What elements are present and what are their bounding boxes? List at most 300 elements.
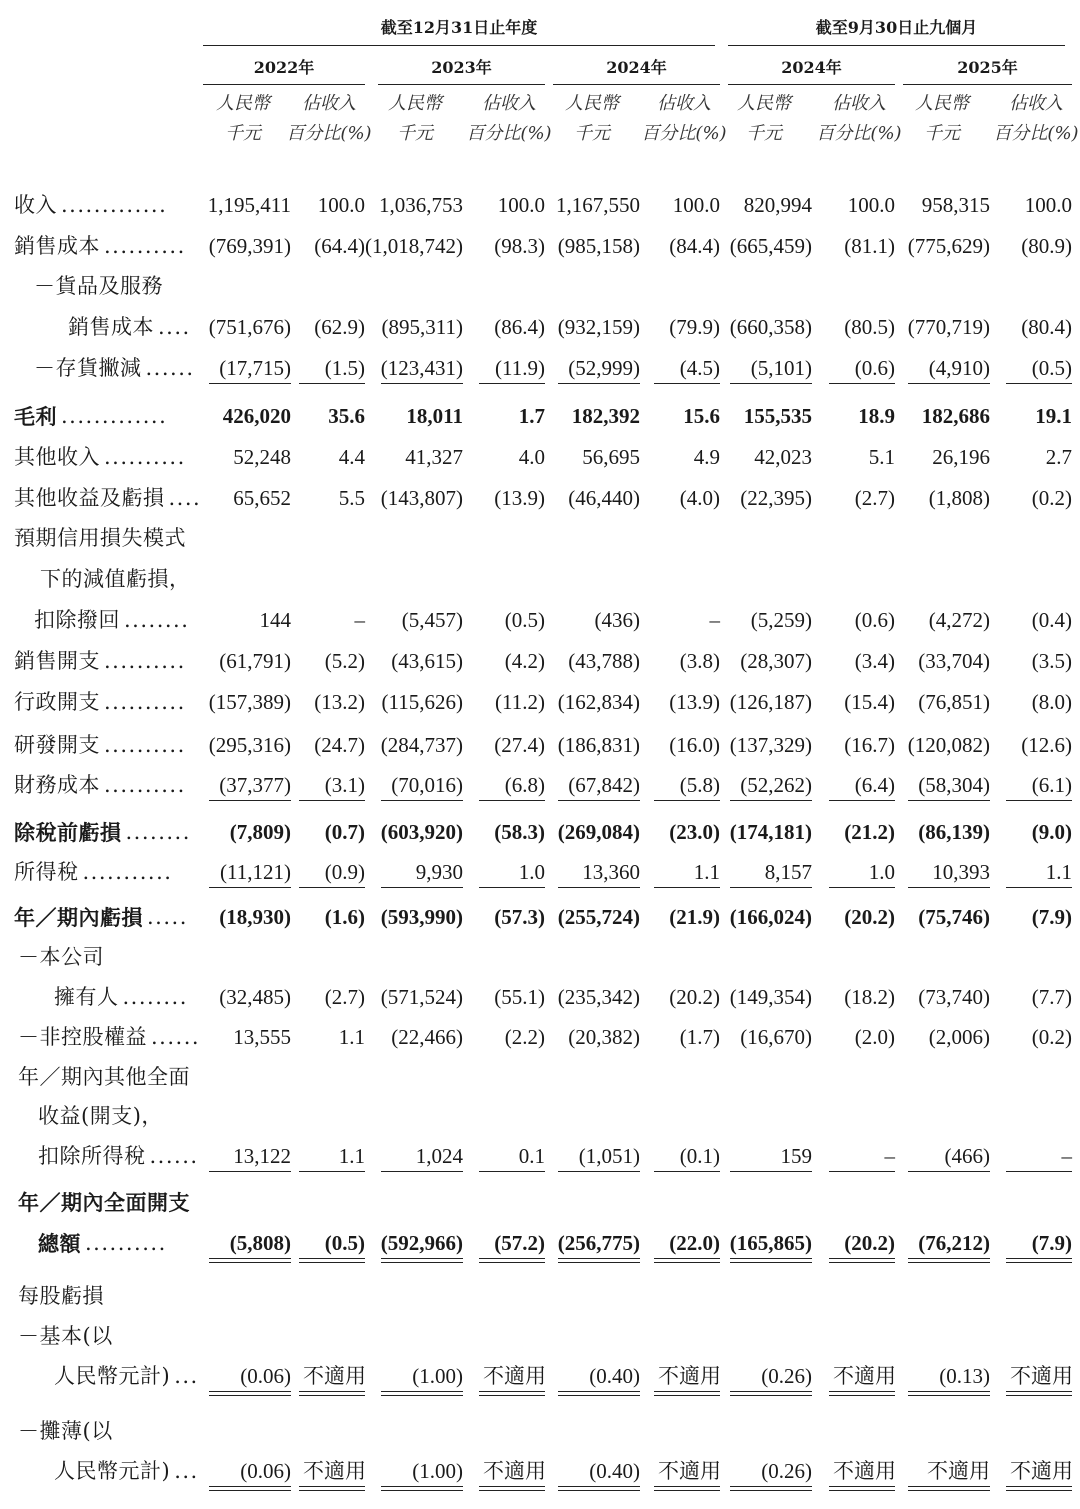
row-value: 不適用 bbox=[1010, 1364, 1073, 1388]
subtotal-rule bbox=[209, 383, 291, 384]
row-value: (0.5) bbox=[504, 608, 545, 632]
double-underline bbox=[654, 1486, 720, 1491]
row-value: 不適用 bbox=[833, 1364, 896, 1388]
row-leader-dots: .......... bbox=[104, 234, 186, 258]
row-label: 所得稅 bbox=[14, 860, 79, 884]
subtotal-rule bbox=[1006, 1171, 1072, 1172]
double-underline bbox=[479, 1391, 545, 1396]
row-value: 18.9 bbox=[858, 404, 895, 428]
column-subheader: 佔收入 bbox=[302, 93, 356, 114]
row-value: 100.0 bbox=[672, 193, 720, 217]
row-leader-dots: .......... bbox=[104, 445, 186, 469]
row-value: (16,670) bbox=[740, 1025, 812, 1049]
row-value: (126,187) bbox=[729, 690, 812, 714]
column-subheader: 人民幣 bbox=[565, 93, 619, 114]
row-value: 100.0 bbox=[317, 193, 365, 217]
row-value: (86,139) bbox=[918, 820, 990, 844]
row-value: 不適用 bbox=[303, 1459, 366, 1483]
row-value: (120,082) bbox=[907, 733, 990, 757]
row-value: (3.5) bbox=[1031, 649, 1072, 673]
row-value: (255,724) bbox=[557, 905, 640, 929]
column-subheader: 佔收入 bbox=[832, 93, 886, 114]
row-value: (75,746) bbox=[918, 905, 990, 929]
subtotal-rule bbox=[654, 800, 720, 801]
column-subheader: 佔收入 bbox=[482, 93, 536, 114]
row-value: (162,834) bbox=[557, 690, 640, 714]
row-value: 8,157 bbox=[764, 860, 812, 884]
row-value: (1.6) bbox=[324, 905, 365, 929]
subtotal-rule bbox=[558, 383, 640, 384]
row-value: (3.1) bbox=[324, 773, 365, 797]
row-value: 1,195,411 bbox=[207, 193, 291, 217]
double-underline bbox=[1006, 1258, 1072, 1263]
row-value: (80.4) bbox=[1021, 315, 1072, 339]
row-value: 1.1 bbox=[338, 1025, 365, 1049]
double-underline bbox=[558, 1258, 640, 1263]
row-value: (149,354) bbox=[729, 985, 812, 1009]
row-label: －存貨撇減 bbox=[34, 356, 142, 380]
row-label: 下的減值虧損， bbox=[40, 567, 191, 591]
row-value: (4.2) bbox=[504, 649, 545, 673]
row-value: (0.6) bbox=[854, 608, 895, 632]
row-label: －貨品及服務 bbox=[34, 274, 163, 298]
row-value: (3.8) bbox=[679, 649, 720, 673]
row-value: (5.2) bbox=[324, 649, 365, 673]
row-value: (0.13) bbox=[939, 1364, 990, 1388]
row-value: (256,775) bbox=[557, 1231, 640, 1255]
period-header-rule bbox=[203, 45, 715, 46]
double-underline bbox=[479, 1258, 545, 1263]
row-value: (52,262) bbox=[740, 773, 812, 797]
row-value: (5.8) bbox=[679, 773, 720, 797]
double-underline bbox=[1006, 1391, 1072, 1396]
row-value: (46,440) bbox=[568, 486, 640, 510]
row-value: (2.0) bbox=[854, 1025, 895, 1049]
row-value: (67,842) bbox=[568, 773, 640, 797]
row-leader-dots: .......... bbox=[85, 1231, 167, 1255]
subtotal-rule bbox=[654, 887, 720, 888]
column-subheader: 人民幣 bbox=[737, 93, 791, 114]
row-value: (4.0) bbox=[679, 486, 720, 510]
subtotal-rule bbox=[381, 1171, 463, 1172]
row-value: (28,307) bbox=[740, 649, 812, 673]
row-value: 1,036,753 bbox=[379, 193, 463, 217]
column-subheader: 千元 bbox=[397, 123, 433, 144]
row-value: 426,020 bbox=[222, 404, 291, 428]
row-value: (52,999) bbox=[568, 356, 640, 380]
subtotal-rule bbox=[908, 887, 990, 888]
row-value: (20.2) bbox=[844, 905, 895, 929]
row-leader-dots: ........ bbox=[124, 608, 190, 632]
row-label: 擁有人 bbox=[54, 985, 119, 1009]
row-value: (436) bbox=[594, 608, 640, 632]
row-value: (73,740) bbox=[918, 985, 990, 1009]
row-label: 其他收入 bbox=[14, 445, 100, 469]
year-header-rule bbox=[203, 84, 365, 85]
row-value: 56,695 bbox=[582, 445, 640, 469]
year-header-rule bbox=[903, 84, 1072, 85]
row-value: 182,686 bbox=[921, 404, 990, 428]
row-value: 19.1 bbox=[1035, 404, 1072, 428]
row-value: (17,715) bbox=[219, 356, 291, 380]
row-value: (1.7) bbox=[679, 1025, 720, 1049]
row-value: (0.5) bbox=[324, 1231, 365, 1255]
row-label: 收入 bbox=[14, 193, 57, 217]
row-value: 1.1 bbox=[338, 1144, 365, 1168]
row-value: (62.9) bbox=[314, 315, 365, 339]
row-value: (0.40) bbox=[589, 1364, 640, 1388]
period-header-rule bbox=[728, 45, 1065, 46]
column-subheader: 千元 bbox=[924, 123, 960, 144]
subtotal-rule bbox=[829, 887, 895, 888]
row-value: (16.7) bbox=[844, 733, 895, 757]
row-value: (985,158) bbox=[557, 234, 640, 258]
row-value: (770,719) bbox=[907, 315, 990, 339]
row-label: 行政開支 bbox=[14, 690, 100, 714]
row-value: (3.4) bbox=[854, 649, 895, 673]
row-value: (571,524) bbox=[380, 985, 463, 1009]
row-value: (751,676) bbox=[208, 315, 291, 339]
row-value: (64.4) bbox=[314, 234, 365, 258]
year-header: 2024年 bbox=[606, 58, 667, 77]
row-value: (20,382) bbox=[568, 1025, 640, 1049]
double-underline bbox=[299, 1486, 365, 1491]
row-value: 13,122 bbox=[233, 1144, 291, 1168]
row-value: (5,259) bbox=[750, 608, 812, 632]
row-value: 42,023 bbox=[754, 445, 812, 469]
row-leader-dots: ... bbox=[174, 1364, 199, 1388]
row-value: 2.7 bbox=[1045, 445, 1072, 469]
row-value: 不適用 bbox=[833, 1459, 896, 1483]
column-subheader: 人民幣 bbox=[388, 93, 442, 114]
row-value: (166,024) bbox=[729, 905, 812, 929]
row-label: 年／期內其他全面 bbox=[18, 1065, 190, 1089]
column-subheader: 千元 bbox=[225, 123, 261, 144]
row-leader-dots: ..... bbox=[147, 905, 188, 929]
double-underline bbox=[381, 1258, 463, 1263]
row-value: (61,791) bbox=[219, 649, 291, 673]
row-value: (80.5) bbox=[844, 315, 895, 339]
row-value: (1,808) bbox=[928, 486, 990, 510]
subtotal-rule bbox=[479, 887, 545, 888]
column-subheader: 人民幣 bbox=[216, 93, 270, 114]
row-value: – bbox=[884, 1144, 895, 1168]
subtotal-rule bbox=[209, 887, 291, 888]
row-value: 9,930 bbox=[415, 860, 463, 884]
row-value: 159 bbox=[780, 1144, 812, 1168]
year-header: 2025年 bbox=[957, 58, 1018, 77]
row-value: (0.9) bbox=[324, 860, 365, 884]
row-value: (6.8) bbox=[504, 773, 545, 797]
row-label: 銷售成本 bbox=[14, 234, 100, 258]
row-value: (0.1) bbox=[679, 1144, 720, 1168]
column-subheader: 百分比(%) bbox=[641, 123, 727, 144]
row-label: 人民幣元計) bbox=[54, 1459, 171, 1483]
row-value: (165,865) bbox=[729, 1231, 812, 1255]
row-value: 10,393 bbox=[932, 860, 990, 884]
row-value: (1.00) bbox=[412, 1364, 463, 1388]
row-value: (21.9) bbox=[669, 905, 720, 929]
row-label: 人民幣元計) bbox=[54, 1364, 171, 1388]
column-subheader: 人民幣 bbox=[915, 93, 969, 114]
column-subheader: 百分比(%) bbox=[993, 123, 1079, 144]
row-value: 65,652 bbox=[233, 486, 291, 510]
row-value: (6.1) bbox=[1031, 773, 1072, 797]
row-value: (98.3) bbox=[494, 234, 545, 258]
subtotal-rule bbox=[381, 383, 463, 384]
row-value: (0.6) bbox=[854, 356, 895, 380]
row-value: (466) bbox=[944, 1144, 990, 1168]
row-value: 5.5 bbox=[338, 486, 365, 510]
row-value: (895,311) bbox=[381, 315, 463, 339]
row-value: (18,930) bbox=[219, 905, 291, 929]
row-value: (81.1) bbox=[844, 234, 895, 258]
double-underline bbox=[730, 1486, 812, 1491]
row-leader-dots: ............. bbox=[61, 404, 168, 428]
row-value: (22,395) bbox=[740, 486, 812, 510]
row-value: 1.0 bbox=[868, 860, 895, 884]
row-label: 研發開支 bbox=[14, 733, 100, 757]
row-value: 1,167,550 bbox=[556, 193, 640, 217]
row-leader-dots: .......... bbox=[104, 690, 186, 714]
row-label: 銷售成本 bbox=[68, 315, 154, 339]
column-subheader: 千元 bbox=[746, 123, 782, 144]
row-value: (7,809) bbox=[229, 820, 291, 844]
row-value: (13.9) bbox=[494, 486, 545, 510]
subtotal-rule bbox=[654, 383, 720, 384]
double-underline bbox=[209, 1486, 291, 1491]
year-header-rule bbox=[553, 84, 720, 85]
row-value: 不適用 bbox=[303, 1364, 366, 1388]
row-label: 年／期內虧損 bbox=[14, 905, 143, 930]
row-label: 年／期內全面開支 bbox=[18, 1190, 190, 1215]
row-value: (1,018,742) bbox=[365, 234, 463, 258]
column-subheader: 百分比(%) bbox=[466, 123, 552, 144]
row-value: (775,629) bbox=[907, 234, 990, 258]
row-value: (6.4) bbox=[854, 773, 895, 797]
subtotal-rule bbox=[381, 800, 463, 801]
row-value: (5,457) bbox=[401, 608, 463, 632]
row-value: (2.7) bbox=[324, 985, 365, 1009]
row-value: 1.0 bbox=[518, 860, 545, 884]
row-leader-dots: ........ bbox=[122, 985, 188, 1009]
column-subheader: 百分比(%) bbox=[286, 123, 372, 144]
row-label: 扣除撥回 bbox=[34, 608, 120, 632]
row-value: (20.2) bbox=[844, 1231, 895, 1255]
row-value: (84.4) bbox=[669, 234, 720, 258]
subtotal-rule bbox=[829, 1171, 895, 1172]
row-value: (123,431) bbox=[380, 356, 463, 380]
row-value: (11.2) bbox=[495, 690, 545, 714]
double-underline bbox=[209, 1391, 291, 1396]
row-value: (5,808) bbox=[229, 1231, 291, 1255]
row-value: (295,316) bbox=[208, 733, 291, 757]
double-underline bbox=[654, 1391, 720, 1396]
row-value: (9.0) bbox=[1031, 820, 1072, 844]
subtotal-rule bbox=[1006, 383, 1072, 384]
subtotal-rule bbox=[829, 383, 895, 384]
subtotal-rule bbox=[479, 800, 545, 801]
row-value: (665,459) bbox=[729, 234, 812, 258]
row-value: 13,555 bbox=[233, 1025, 291, 1049]
row-label: 毛利 bbox=[14, 404, 57, 429]
subtotal-rule bbox=[558, 887, 640, 888]
double-underline bbox=[381, 1486, 463, 1491]
row-leader-dots: .......... bbox=[104, 733, 186, 757]
row-value: (769,391) bbox=[208, 234, 291, 258]
row-label: 預期信用損失模式 bbox=[14, 526, 186, 550]
row-value: (1.5) bbox=[324, 356, 365, 380]
row-leader-dots: .......... bbox=[104, 773, 186, 797]
row-value: (23.0) bbox=[669, 820, 720, 844]
row-value: (8.0) bbox=[1031, 690, 1072, 714]
row-value: (76,851) bbox=[918, 690, 990, 714]
row-value: (70,016) bbox=[391, 773, 463, 797]
row-value: (0.06) bbox=[240, 1459, 291, 1483]
row-leader-dots: ........ bbox=[125, 820, 191, 844]
subtotal-rule bbox=[209, 1171, 291, 1172]
row-value: 100.0 bbox=[1024, 193, 1072, 217]
subtotal-rule bbox=[908, 383, 990, 384]
row-value: 15.6 bbox=[683, 404, 720, 428]
column-subheader: 千元 bbox=[574, 123, 610, 144]
row-value: 41,327 bbox=[405, 445, 463, 469]
row-value: (33,704) bbox=[918, 649, 990, 673]
row-value: 958,315 bbox=[921, 193, 990, 217]
row-value: (43,788) bbox=[568, 649, 640, 673]
row-value: (0.26) bbox=[761, 1364, 812, 1388]
row-label: 扣除所得稅 bbox=[38, 1144, 146, 1168]
subtotal-rule bbox=[654, 1171, 720, 1172]
double-underline bbox=[730, 1258, 812, 1263]
row-value: 18,011 bbox=[406, 404, 463, 428]
row-value: (22,466) bbox=[391, 1025, 463, 1049]
row-label: 總額 bbox=[38, 1231, 81, 1256]
subtotal-rule bbox=[299, 1171, 365, 1172]
row-value: 不適用 bbox=[658, 1459, 721, 1483]
row-value: (12.6) bbox=[1021, 733, 1072, 757]
subtotal-rule bbox=[730, 800, 812, 801]
row-value: (11,121) bbox=[220, 860, 291, 884]
subtotal-rule bbox=[381, 887, 463, 888]
row-value: (21.2) bbox=[844, 820, 895, 844]
row-leader-dots: ...... bbox=[145, 356, 195, 380]
row-value: (55.1) bbox=[494, 985, 545, 1009]
row-value: (0.40) bbox=[589, 1459, 640, 1483]
row-value: (2,006) bbox=[928, 1025, 990, 1049]
row-value: (0.2) bbox=[1031, 1025, 1072, 1049]
row-value: (0.4) bbox=[1031, 608, 1072, 632]
row-value: 1.1 bbox=[1045, 860, 1072, 884]
subtotal-rule bbox=[730, 887, 812, 888]
row-value: (4.5) bbox=[679, 356, 720, 380]
row-value: 1.1 bbox=[693, 860, 720, 884]
row-value: (660,358) bbox=[729, 315, 812, 339]
year-header: 2024年 bbox=[781, 58, 842, 77]
row-value: (2.7) bbox=[854, 486, 895, 510]
period-header-nine-months: 截至9月30日止九個月 bbox=[815, 18, 978, 37]
row-value: 不適用 bbox=[483, 1364, 546, 1388]
double-underline bbox=[829, 1258, 895, 1263]
row-value: (143,807) bbox=[380, 486, 463, 510]
row-value: 不適用 bbox=[658, 1364, 721, 1388]
row-value: (18.2) bbox=[844, 985, 895, 1009]
row-value: (16.0) bbox=[669, 733, 720, 757]
double-underline bbox=[558, 1486, 640, 1491]
row-value: 5.1 bbox=[868, 445, 895, 469]
row-value: 26,196 bbox=[932, 445, 990, 469]
row-label: 銷售開支 bbox=[14, 649, 100, 673]
row-value: (32,485) bbox=[219, 985, 291, 1009]
double-underline bbox=[381, 1391, 463, 1396]
row-value: 0.1 bbox=[518, 1144, 545, 1168]
year-header-rule bbox=[728, 84, 895, 85]
row-value: 182,392 bbox=[571, 404, 640, 428]
year-header: 2022年 bbox=[253, 58, 315, 77]
row-value: (0.06) bbox=[240, 1364, 291, 1388]
row-value: (11.9) bbox=[495, 356, 545, 380]
row-value: 不適用 bbox=[483, 1459, 546, 1483]
row-value: (0.7) bbox=[324, 820, 365, 844]
row-value: (15.4) bbox=[844, 690, 895, 714]
row-value: (7.7) bbox=[1031, 985, 1072, 1009]
row-label: 每股虧損 bbox=[18, 1284, 104, 1308]
row-value: 1,024 bbox=[415, 1144, 463, 1168]
row-value: – bbox=[354, 608, 365, 632]
row-value: 52,248 bbox=[233, 445, 291, 469]
row-value: (0.26) bbox=[761, 1459, 812, 1483]
row-value: (79.9) bbox=[669, 315, 720, 339]
row-value: 35.6 bbox=[328, 404, 365, 428]
subtotal-rule bbox=[479, 383, 545, 384]
row-value: (7.9) bbox=[1031, 1231, 1072, 1255]
double-underline bbox=[730, 1391, 812, 1396]
double-underline bbox=[829, 1486, 895, 1491]
row-label: 除稅前虧損 bbox=[14, 820, 122, 845]
year-header-rule bbox=[378, 84, 545, 85]
row-value: (0.5) bbox=[1031, 356, 1072, 380]
row-value: (0.2) bbox=[1031, 486, 1072, 510]
row-value: (58,304) bbox=[918, 773, 990, 797]
row-label: －非控股權益 bbox=[18, 1025, 147, 1049]
column-subheader: 佔收入 bbox=[1009, 93, 1063, 114]
double-underline bbox=[299, 1258, 365, 1263]
row-value: (86.4) bbox=[494, 315, 545, 339]
row-value: (157,389) bbox=[208, 690, 291, 714]
double-underline bbox=[1006, 1486, 1072, 1491]
row-value: (284,737) bbox=[380, 733, 463, 757]
subtotal-rule bbox=[908, 800, 990, 801]
subtotal-rule bbox=[730, 383, 812, 384]
row-value: (2.2) bbox=[504, 1025, 545, 1049]
subtotal-rule bbox=[730, 1171, 812, 1172]
row-label: －基本(以 bbox=[18, 1324, 113, 1348]
row-label: 財務成本 bbox=[14, 773, 100, 797]
row-value: (20.2) bbox=[669, 985, 720, 1009]
column-subheader: 百分比(%) bbox=[816, 123, 902, 144]
row-leader-dots: .......... bbox=[104, 649, 186, 673]
subtotal-rule bbox=[908, 1171, 990, 1172]
row-value: (4,272) bbox=[928, 608, 990, 632]
row-value: (58.3) bbox=[494, 820, 545, 844]
subtotal-rule bbox=[558, 1171, 640, 1172]
double-underline bbox=[558, 1391, 640, 1396]
row-value: (57.2) bbox=[494, 1231, 545, 1255]
row-value: (592,966) bbox=[380, 1231, 463, 1255]
period-header-annual: 截至12月31日止年度 bbox=[380, 18, 538, 37]
row-value: – bbox=[1061, 1144, 1072, 1168]
row-value: 100.0 bbox=[497, 193, 545, 217]
